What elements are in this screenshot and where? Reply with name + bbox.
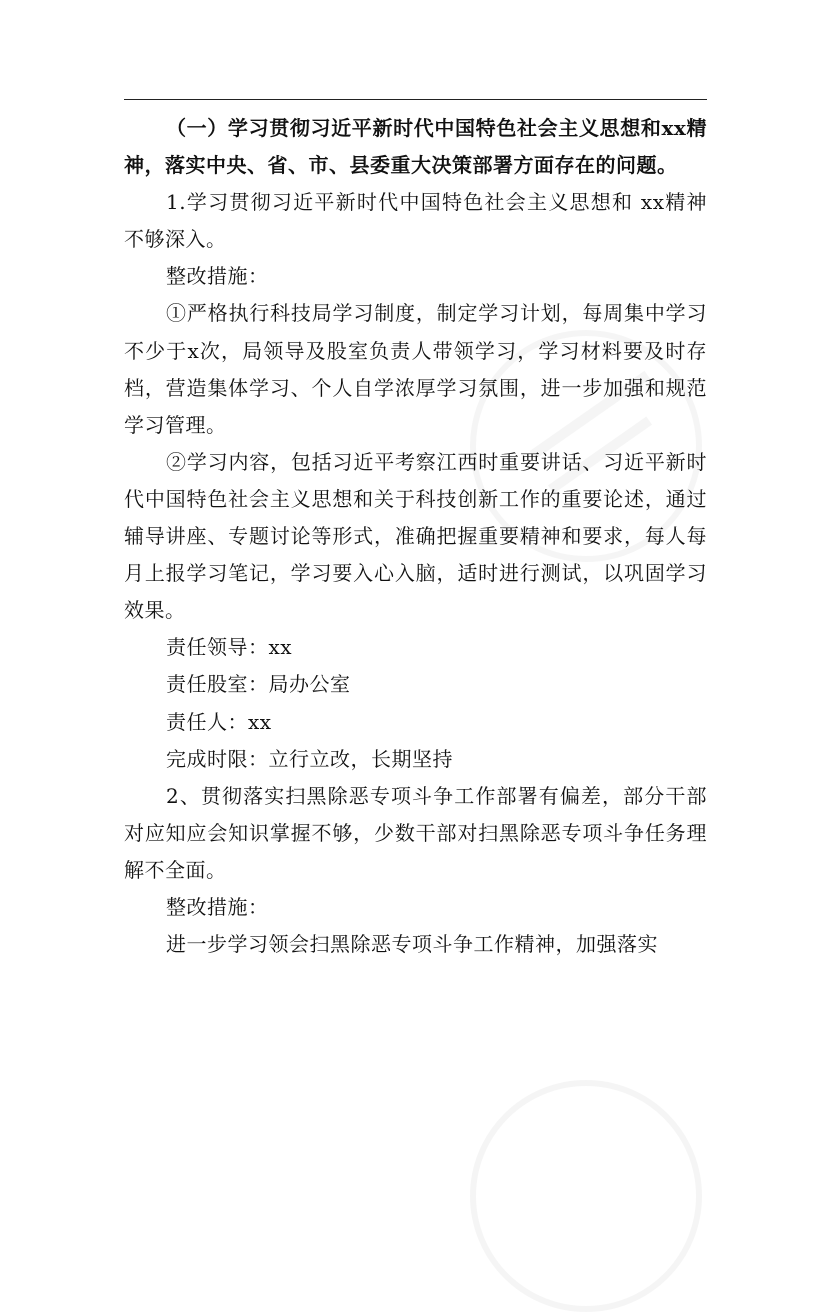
deadline: 完成时限：立行立改，长期坚持 [166, 746, 453, 771]
issue-item-1: 1.学习贯彻习近平新时代中国特色社会主义思想和 xx精神不够深入。 [124, 190, 707, 252]
watermark-seal [470, 1080, 702, 1312]
measures-label: 整改措施： [166, 264, 269, 289]
measures-label-2: 整改措施： [166, 894, 269, 919]
measure-text: 进一步学习领会扫黑除恶专项斗争工作精神，加强落实 [166, 932, 658, 957]
responsible-leader: 责任领导：xx [166, 635, 293, 660]
responsible-office: 责任股室：局办公室 [166, 672, 351, 697]
measure-2: ②学习内容，包括习近平考察江西时重要讲话、习近平新时代中国特色社会主义思想和关于科技创新工作的重要论述，通过辅导讲座、专题讨论等形式，准确把握重要精神和要求，每人每月上报学习笔记，学习要入心入脑，适时进行测试，以巩固学习效果。 [124, 449, 707, 623]
section-heading: （一）学习贯彻习近平新时代中国特色社会主义思想和xx精神，落实中央、省、市、县委重大决策部署方面存在的问题。 [124, 116, 707, 178]
issue-item-2: 2、贯彻落实扫黑除恶专项斗争工作部署有偏差，部分干部对应知应会知识掌握不够，少数干部对扫黑除恶专项斗争任务理解不全面。 [124, 783, 707, 882]
document-body [124, 110, 707, 963]
measure-1: ①严格执行科技局学习制度，制定学习计划，每周集中学习不少于x次，局领导及股室负责人带领学习，学习材料要及时存档，营造集体学习、个人自学浓厚学习氛围，进一步加强和规范学习管理。 [124, 301, 707, 437]
header-rule [124, 99, 707, 100]
responsible-person: 责任人：xx [166, 709, 272, 734]
